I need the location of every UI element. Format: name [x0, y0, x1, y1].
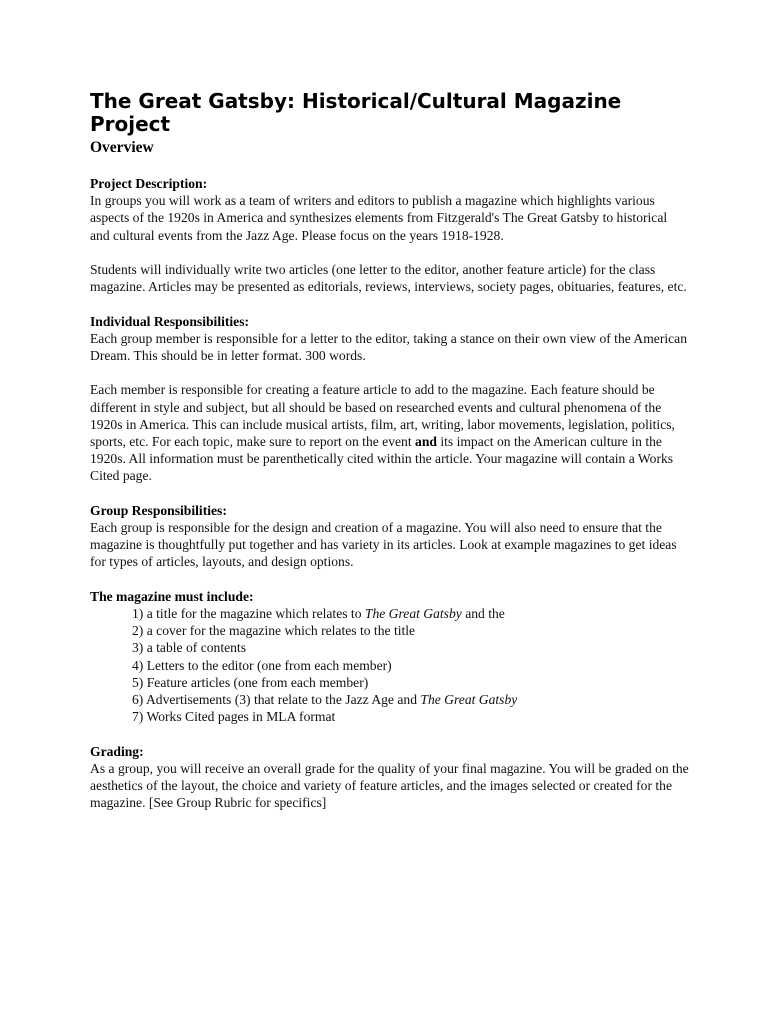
- group-paragraph-1: Each group is responsible for the design and creation of a magazine. You will also need to ensure that the magazine is thoughtfully put together and has variety in its articles. Look at example magazines to get ideas for types of articles, layouts, and design options.: [90, 520, 677, 570]
- individual-paragraph-2-text: Each member is responsible for creating a feature article to add to the magazine. Each feature should be different in style and subject, but all should be based on researched events and cultural phenomena of the 1920s in America. This can include musical artists, film, art, writing, labor movements, legislation, politics, sports, etc. For each topic, make sure to report on the event: [90, 382, 675, 449]
- list-item: 2) a cover for the magazine which relates to the title: [132, 623, 416, 639]
- grading-heading: Grading:: [90, 743, 144, 759]
- book-title: The Great Gatsby: [420, 692, 518, 708]
- overview-heading: Overview: [90, 139, 154, 156]
- list-item: 1) a title for the magazine which relates to The Great Gatsby and the: [132, 606, 505, 621]
- list-item: 4) Letters to the editor (one from each member): [132, 657, 392, 673]
- emphasis-and: and: [415, 434, 437, 449]
- document-page: [90, 90, 690, 811]
- individual-paragraph-1: Each group member is responsible for a letter to the editor, taking a stance on their own view of the American Dream. This should be in letter format. 300 words.: [90, 330, 688, 363]
- individual-responsibilities-heading: Individual Responsibilities:: [90, 313, 250, 329]
- book-title: The Great Gatsby: [364, 606, 462, 621]
- individual-paragraph-2-tail: its impact on the American culture in the 1920s. All information must be parenthetically cited within the article. Your magazine will contain a Works Cited page.: [90, 434, 674, 484]
- individual-paragraph-2: [90, 381, 690, 484]
- project-description-paragraph-2: Students will individually write two articles (one letter to the editor, another feature article) for the class magazine. Articles may be presented as editorials, reviews, interviews, society pages, obituaries, features, etc.: [90, 262, 687, 295]
- project-description-heading: Project Description:: [90, 176, 208, 191]
- list-item: 3) a table of contents: [132, 640, 246, 656]
- list-item: 6) Advertisements (3) that relate to the Jazz Age and The Great Gatsby: [132, 692, 518, 708]
- list-item: 7) Works Cited pages in MLA format: [132, 709, 336, 725]
- group-responsibilities-heading: Group Responsibilities:: [90, 502, 227, 518]
- document-title: The Great Gatsby: Historical/Cultural Magazine Project: [90, 89, 622, 136]
- must-include-list: [90, 605, 690, 725]
- grading-paragraph-1: As a group, you will receive an overall grade for the quality of your final magazine. You will be graded on the aesthetics of the layout, the choice and variety of feature articles, and the images selected or created for the magazine. [See Group Rubric for specifics]: [90, 760, 689, 811]
- list-item: 5) Feature articles (one from each member): [132, 674, 369, 690]
- must-include-heading: The magazine must include:: [90, 588, 254, 604]
- project-description-paragraph-1: In groups you will work as a team of writers and editors to publish a magazine which highlights various aspects of the 1920s in America and synthesizes elements from Fitzgerald's The Great Gatsby to historical and cultural events from the Jazz Age. Please focus on the years 1918-1928.: [90, 193, 668, 243]
